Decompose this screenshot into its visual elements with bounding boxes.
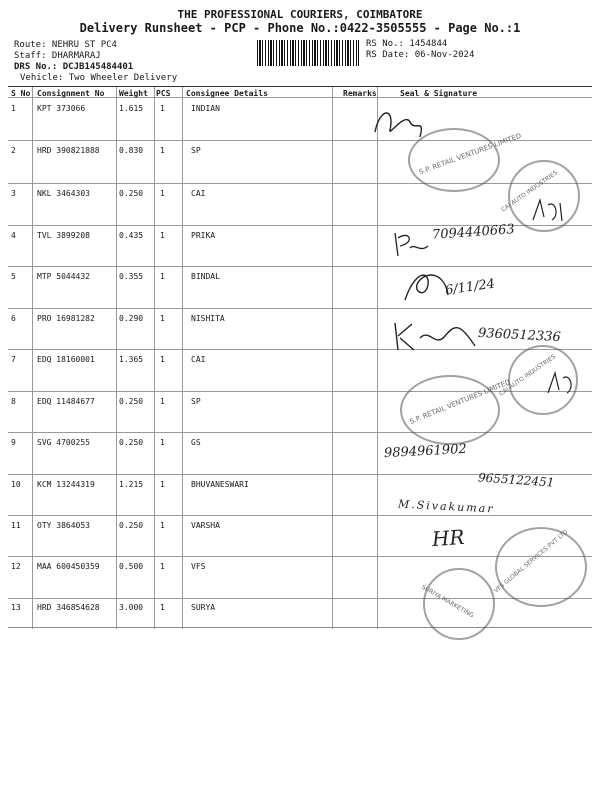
row-sno: 4: [11, 231, 16, 240]
initials-row-11: HR: [431, 524, 466, 552]
row-weight: 0.290: [119, 314, 144, 323]
col-header-sno: S No: [11, 89, 31, 98]
row-weight: 0.250: [119, 438, 144, 447]
row-consignment-no: MAA 600450359: [37, 562, 100, 571]
vfs-stamp-text: VFS GLOBAL SERVICES PVT LTD: [492, 528, 570, 595]
sp-retail-stamp-2-text: S.P. RETAIL VENTURES LIMITED: [408, 378, 512, 426]
vehicle-label: Vehicle: Two Wheeler Delivery: [20, 73, 178, 83]
row-divider: [8, 308, 592, 309]
row-weight: 1.365: [119, 355, 144, 364]
row-pcs: 1: [160, 397, 165, 406]
row-consignee: NISHITA: [191, 314, 225, 323]
route-label: Route: NEHRU ST PC4: [14, 40, 117, 50]
row-pcs: 1: [160, 521, 165, 530]
sp-retail-stamp-1-text: S.P. RETAIL VENTURES LIMITED: [417, 131, 523, 177]
row-pcs: 1: [160, 231, 165, 240]
col-header-consignment: Consignment No: [37, 89, 105, 98]
col-divider: [332, 87, 333, 629]
row-consignment-no: NKL 3464303: [37, 189, 90, 198]
row-sno: 6: [11, 314, 16, 323]
row-divider: [8, 598, 592, 599]
row-consignee: SURYA: [191, 603, 216, 612]
phone-row-4: 7094440663: [431, 222, 516, 243]
row-consignment-no: KPT 373066: [37, 104, 86, 113]
col-header-pcs: PCS: [156, 89, 171, 98]
row-pcs: 1: [160, 272, 165, 281]
row-consignee: VFS: [191, 562, 206, 571]
signature-row-1: [370, 102, 430, 142]
row-pcs: 1: [160, 562, 165, 571]
row-weight: 3.000: [119, 603, 144, 612]
barcode-image: [257, 40, 359, 66]
initials-row-7: [545, 368, 579, 398]
row-weight: 0.830: [119, 146, 144, 155]
col-divider: [377, 87, 378, 629]
initials-row-3: [530, 195, 570, 225]
row-pcs: 1: [160, 189, 165, 198]
rs-date: RS Date: 06-Nov-2024: [366, 50, 475, 60]
row-consignment-no: TVL 3899208: [37, 231, 90, 240]
row-divider: [8, 515, 592, 516]
row-consignee: SP: [191, 397, 201, 406]
cai-stamp-1-text: CAI AUTO INDUSTRIES: [500, 169, 559, 214]
row-sno: 9: [11, 438, 16, 447]
suriya-stamp-text: SURIYA MARKETING: [420, 583, 475, 620]
row-consignee: INDIAN: [191, 104, 220, 113]
phone-row-10: 9655122451: [477, 470, 555, 490]
row-sno: 2: [11, 146, 16, 155]
col-divider: [154, 87, 155, 629]
col-divider: [32, 87, 33, 629]
runsheet-subtitle: Delivery Runsheet - PCP - Phone No.:0422-3505555 - Page No.:1: [79, 21, 521, 35]
row-consignee: BINDAL: [191, 272, 220, 281]
col-divider: [182, 87, 183, 629]
row-weight: 0.250: [119, 521, 144, 530]
rs-number: RS No.: 1454844: [366, 39, 448, 49]
row-consignment-no: OTY 3864053: [37, 521, 90, 530]
staff-label: Staff: DHARMARAJ: [14, 51, 101, 61]
row-divider: [8, 432, 592, 433]
row-sno: 1: [11, 104, 16, 113]
row-sno: 13: [11, 603, 21, 612]
row-consignment-no: HRD 390821888: [37, 146, 100, 155]
col-header-seal: Seal & Signature: [400, 89, 478, 98]
name-row-10: M.Sivakumar: [397, 497, 495, 516]
row-consignment-no: EDQ 18160001: [37, 355, 95, 364]
row-consignee: SP: [191, 146, 201, 155]
row-consignment-no: KCM 13244319: [37, 480, 95, 489]
row-weight: 0.355: [119, 272, 144, 281]
company-title: THE PROFESSIONAL COURIERS, COIMBATORE: [177, 8, 423, 21]
row-sno: 7: [11, 355, 16, 364]
col-header-weight: Weight: [119, 89, 148, 98]
signature-row-6: [390, 318, 480, 354]
row-weight: 0.250: [119, 397, 144, 406]
row-divider: [8, 183, 592, 184]
row-pcs: 1: [160, 104, 165, 113]
row-consignee: VARSHA: [191, 521, 220, 530]
row-sno: 11: [11, 521, 21, 530]
row-pcs: 1: [160, 438, 165, 447]
row-consignment-no: HRD 346854628: [37, 603, 100, 612]
row-weight: 1.215: [119, 480, 144, 489]
row-sno: 3: [11, 189, 16, 198]
vfs-stamp: [492, 527, 587, 607]
row-consignee: CAI: [191, 189, 206, 198]
row-weight: 0.500: [119, 562, 144, 571]
cai-stamp-2-text: CAI AUTO INDUSTRIES: [498, 353, 557, 398]
col-header-remarks: Remarks: [343, 89, 377, 98]
row-divider: [8, 349, 592, 350]
phone-row-9: 9894961902: [383, 441, 468, 462]
row-sno: 10: [11, 480, 21, 489]
row-consignment-no: PRO 16981282: [37, 314, 95, 323]
row-pcs: 1: [160, 603, 165, 612]
row-pcs: 1: [160, 146, 165, 155]
row-weight: 0.250: [119, 189, 144, 198]
row-consignee: GS: [191, 438, 201, 447]
col-header-consignee: Consignee Details: [186, 89, 268, 98]
row-sno: 12: [11, 562, 21, 571]
date-row-5: 6/11/24: [444, 276, 496, 299]
row-sno: 5: [11, 272, 16, 281]
signature-row-4: [390, 228, 430, 258]
row-consignment-no: EDQ 11484677: [37, 397, 95, 406]
row-consignee: BHUVANESWARI: [191, 480, 249, 489]
row-consignee: CAI: [191, 355, 206, 364]
row-consignment-no: SVG 4700255: [37, 438, 90, 447]
row-weight: 0.435: [119, 231, 144, 240]
row-pcs: 1: [160, 480, 165, 489]
row-pcs: 1: [160, 355, 165, 364]
drs-number: DRS No.: DCJB145484401: [14, 62, 134, 72]
row-pcs: 1: [160, 314, 165, 323]
row-consignee: PRIKA: [191, 231, 216, 240]
row-consignment-no: MTP 5044432: [37, 272, 90, 281]
row-divider: [8, 266, 592, 267]
row-sno: 8: [11, 397, 16, 406]
col-divider: [116, 87, 117, 629]
row-weight: 1.615: [119, 104, 144, 113]
phone-row-6: 9360512336: [477, 325, 562, 346]
signature-row-5: [400, 265, 450, 305]
